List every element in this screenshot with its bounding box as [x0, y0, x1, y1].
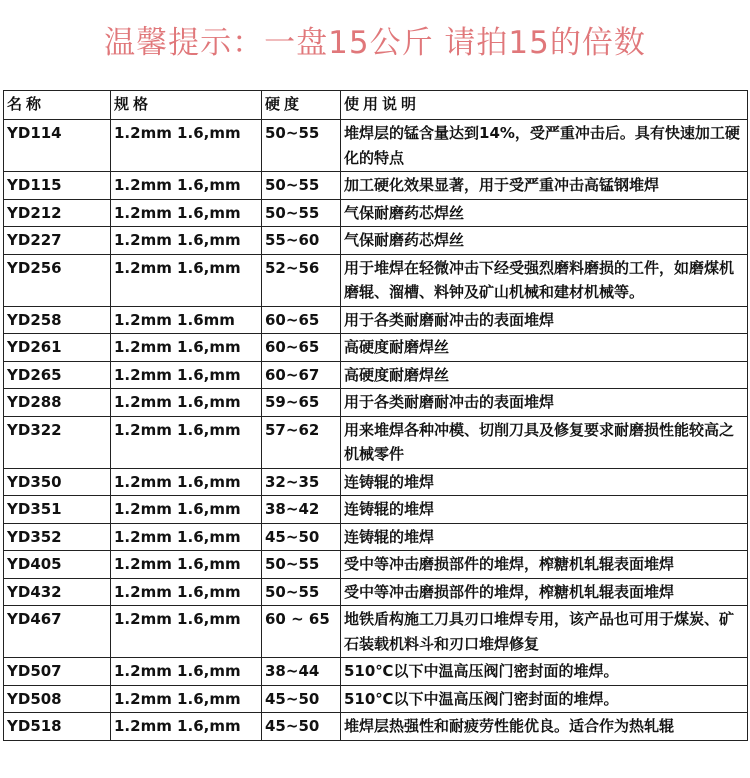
- model-cell: YD352: [4, 523, 111, 551]
- table-row: [4, 713, 748, 741]
- table-row: [4, 361, 748, 389]
- model-cell: YD518: [4, 713, 111, 741]
- spec-cell: 1.2mm 1.6,mm: [111, 334, 262, 362]
- model-cell: YD115: [4, 172, 111, 200]
- usage-cell: 气保耐磨药芯焊丝: [341, 199, 748, 227]
- usage-cell: 高硬度耐磨焊丝: [341, 334, 748, 362]
- model-cell: YD507: [4, 658, 111, 686]
- model-cell: YD432: [4, 578, 111, 606]
- hardness-cell: 55~60: [262, 227, 341, 255]
- spec-cell: 1.2mm 1.6,mm: [111, 199, 262, 227]
- spec-cell: 1.2mm 1.6,mm: [111, 496, 262, 524]
- usage-cell: 用于堆焊在轻微冲击下经受强烈磨料磨损的工件，如磨煤机磨辊、溜槽、料钟及矿山机械和建材机械等。: [341, 254, 748, 306]
- spec-cell: 1.2mm 1.6,mm: [111, 606, 262, 658]
- hardness-cell: 50~55: [262, 172, 341, 200]
- usage-cell: 连铸辊的堆焊: [341, 523, 748, 551]
- header-usage: 使用说明: [341, 91, 748, 120]
- usage-cell: 510℃以下中温高压阀门密封面的堆焊。: [341, 685, 748, 713]
- table-row: [4, 658, 748, 686]
- hardness-cell: 57~62: [262, 416, 341, 468]
- hardness-cell: 50~55: [262, 578, 341, 606]
- hardness-cell: 60~65: [262, 306, 341, 334]
- hardness-cell: 38~44: [262, 658, 341, 686]
- hardness-cell: 45~50: [262, 685, 341, 713]
- spec-cell: 1.2mm 1.6,mm: [111, 658, 262, 686]
- usage-cell: 受中等冲击磨损部件的堆焊，榨糖机轧辊表面堆焊: [341, 551, 748, 579]
- spec-cell: 1.2mm 1.6,mm: [111, 713, 262, 741]
- spec-cell: 1.2mm 1.6,mm: [111, 172, 262, 200]
- spec-cell: 1.2mm 1.6,mm: [111, 523, 262, 551]
- model-cell: YD114: [4, 120, 111, 172]
- table-row: [4, 416, 748, 468]
- table-row: [4, 120, 748, 172]
- hardness-cell: 60~67: [262, 361, 341, 389]
- hardness-cell: 50~55: [262, 199, 341, 227]
- usage-cell: 堆焊层的锰含量达到14%，受严重冲击后。具有快速加工硬化的特点: [341, 120, 748, 172]
- usage-cell: 加工硬化效果显著，用于受严重冲击高锰钢堆焊: [341, 172, 748, 200]
- usage-cell: 气保耐磨药芯焊丝: [341, 227, 748, 255]
- spec-cell: 1.2mm 1.6,mm: [111, 685, 262, 713]
- table-row: [4, 172, 748, 200]
- table-row: [4, 496, 748, 524]
- hardness-cell: 52~56: [262, 254, 341, 306]
- notice-banner: 温馨提示：一盘15公斤 请拍15的倍数: [104, 25, 646, 61]
- spec-cell: 1.2mm 1.6,mm: [111, 254, 262, 306]
- usage-cell: 用于各类耐磨耐冲击的表面堆焊: [341, 389, 748, 417]
- table-row: [4, 606, 748, 658]
- table-row: [4, 551, 748, 579]
- usage-cell: 用于各类耐磨耐冲击的表面堆焊: [341, 306, 748, 334]
- hardness-cell: 38~42: [262, 496, 341, 524]
- model-cell: YD351: [4, 496, 111, 524]
- spec-cell: 1.2mm 1.6,mm: [111, 416, 262, 468]
- table-row: [4, 334, 748, 362]
- table-row: [4, 578, 748, 606]
- spec-cell: 1.2mm 1.6,mm: [111, 389, 262, 417]
- spec-cell: 1.2mm 1.6,mm: [111, 578, 262, 606]
- spec-cell: 1.2mm 1.6mm: [111, 306, 262, 334]
- model-cell: YD256: [4, 254, 111, 306]
- table-row: [4, 389, 748, 417]
- table-row: [4, 685, 748, 713]
- model-cell: YD212: [4, 199, 111, 227]
- table-row: [4, 199, 748, 227]
- hardness-cell: 45~50: [262, 523, 341, 551]
- hardness-cell: 60 ~ 65: [262, 606, 341, 658]
- model-cell: YD405: [4, 551, 111, 579]
- hardness-cell: 50~55: [262, 120, 341, 172]
- table-row: [4, 468, 748, 496]
- usage-cell: 受中等冲击磨损部件的堆焊，榨糖机轧辊表面堆焊: [341, 578, 748, 606]
- usage-cell: 连铸辊的堆焊: [341, 468, 748, 496]
- model-cell: YD265: [4, 361, 111, 389]
- table-row: [4, 306, 748, 334]
- spec-cell: 1.2mm 1.6,mm: [111, 227, 262, 255]
- header-name: 名称: [4, 91, 111, 120]
- hardness-cell: 59~65: [262, 389, 341, 417]
- table-header-row: [4, 91, 748, 120]
- table-row: [4, 523, 748, 551]
- spec-cell: 1.2mm 1.6,mm: [111, 551, 262, 579]
- model-cell: YD322: [4, 416, 111, 468]
- spec-table: [3, 90, 748, 741]
- model-cell: YD508: [4, 685, 111, 713]
- header-hardness: 硬度: [262, 91, 341, 120]
- table-row: [4, 254, 748, 306]
- table-row: [4, 227, 748, 255]
- model-cell: YD467: [4, 606, 111, 658]
- spec-cell: 1.2mm 1.6,mm: [111, 468, 262, 496]
- spec-cell: 1.2mm 1.6,mm: [111, 361, 262, 389]
- model-cell: YD227: [4, 227, 111, 255]
- usage-cell: 510℃以下中温高压阀门密封面的堆焊。: [341, 658, 748, 686]
- usage-cell: 地铁盾构施工刀具刃口堆焊专用，该产品也可用于煤炭、矿石装载机料斗和刃口堆焊修复: [341, 606, 748, 658]
- hardness-cell: 45~50: [262, 713, 341, 741]
- header-spec: 规格: [111, 91, 262, 120]
- usage-cell: 连铸辊的堆焊: [341, 496, 748, 524]
- usage-cell: 堆焊层热强性和耐疲劳性能优良。适合作为热轧辊: [341, 713, 748, 741]
- hardness-cell: 50~55: [262, 551, 341, 579]
- model-cell: YD258: [4, 306, 111, 334]
- model-cell: YD288: [4, 389, 111, 417]
- model-cell: YD261: [4, 334, 111, 362]
- hardness-cell: 32~35: [262, 468, 341, 496]
- hardness-cell: 60~65: [262, 334, 341, 362]
- model-cell: YD350: [4, 468, 111, 496]
- usage-cell: 高硬度耐磨焊丝: [341, 361, 748, 389]
- usage-cell: 用来堆焊各种冲模、切削刀具及修复要求耐磨损性能较高之机械零件: [341, 416, 748, 468]
- spec-cell: 1.2mm 1.6,mm: [111, 120, 262, 172]
